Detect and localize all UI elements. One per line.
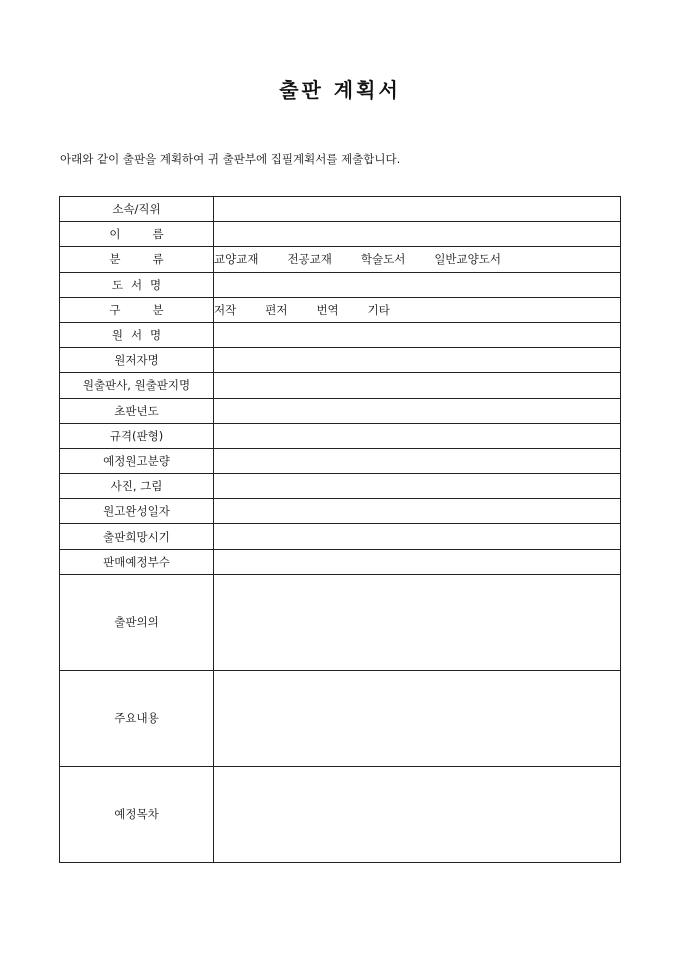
type-label-char-2: 분 bbox=[152, 302, 164, 317]
format-field[interactable] bbox=[214, 423, 621, 448]
name-label-char-1: 이 bbox=[109, 227, 121, 242]
form-row-expected-sales bbox=[60, 549, 621, 574]
type-option-authored[interactable]: 저작 bbox=[214, 302, 237, 317]
type-option-edited[interactable]: 편저 bbox=[265, 302, 288, 317]
form-row-main-content bbox=[60, 670, 621, 766]
form-row-toc bbox=[60, 766, 621, 862]
photos-label: 사진, 그림 bbox=[60, 474, 214, 499]
original-title-label-char-2: 서 bbox=[130, 328, 143, 343]
toc-label: 예정목차 bbox=[60, 766, 214, 862]
significance-label: 출판의의 bbox=[60, 574, 214, 670]
type-option-other[interactable]: 기타 bbox=[367, 302, 390, 317]
category-label-char-1: 분 bbox=[109, 252, 121, 267]
form-row-affiliation bbox=[60, 197, 621, 222]
manuscript-date-label: 원고완성일자 bbox=[60, 499, 214, 524]
first-edition-year-field[interactable] bbox=[214, 398, 621, 423]
type-field[interactable] bbox=[214, 297, 621, 322]
type-option-translated[interactable]: 번역 bbox=[316, 302, 339, 317]
original-publisher-label: 원출판사, 원출판지명 bbox=[60, 373, 214, 398]
book-title-label bbox=[60, 272, 214, 297]
format-label: 규격(판형) bbox=[60, 423, 214, 448]
form-row-first-edition-year bbox=[60, 398, 621, 423]
form-row-format bbox=[60, 423, 621, 448]
toc-field[interactable] bbox=[214, 766, 621, 862]
plan-form-table bbox=[59, 196, 621, 863]
form-row-expected-pages bbox=[60, 448, 621, 473]
form-row-photos bbox=[60, 474, 621, 499]
original-title-field[interactable] bbox=[214, 322, 621, 347]
photos-field[interactable] bbox=[214, 474, 621, 499]
expected-pages-label: 예정원고분량 bbox=[60, 448, 214, 473]
category-option-major-textbook[interactable]: 전공교재 bbox=[287, 252, 332, 267]
desired-publication-field[interactable] bbox=[214, 524, 621, 549]
form-row-original-title bbox=[60, 322, 621, 347]
name-label-char-2: 름 bbox=[152, 227, 164, 242]
category-option-liberal-textbook[interactable]: 교양교재 bbox=[214, 252, 259, 267]
category-label-char-2: 류 bbox=[152, 252, 164, 267]
manuscript-date-field[interactable] bbox=[214, 499, 621, 524]
book-title-label-char-1: 도 bbox=[111, 277, 123, 292]
book-title-label-char-3: 명 bbox=[150, 277, 162, 292]
form-row-category bbox=[60, 247, 621, 272]
type-label-char-1: 구 bbox=[109, 302, 121, 317]
form-row-name bbox=[60, 222, 621, 247]
original-publisher-field[interactable] bbox=[214, 373, 621, 398]
main-content-field[interactable] bbox=[214, 670, 621, 766]
expected-sales-label: 판매예정부수 bbox=[60, 549, 214, 574]
book-title-field[interactable] bbox=[214, 272, 621, 297]
type-label bbox=[60, 297, 214, 322]
form-row-significance bbox=[60, 574, 621, 670]
category-label bbox=[60, 247, 214, 272]
category-option-general-book[interactable]: 일반교양도서 bbox=[434, 252, 501, 267]
main-content-label: 주요내용 bbox=[60, 670, 214, 766]
original-title-label-char-1: 원 bbox=[111, 328, 123, 343]
original-author-label: 원저자명 bbox=[60, 348, 214, 373]
intro-text: 아래와 같이 출판을 계획하여 귀 출판부에 집필계획서를 제출합니다. bbox=[60, 152, 401, 166]
name-label bbox=[60, 222, 214, 247]
affiliation-field[interactable] bbox=[214, 197, 621, 222]
form-row-book-title bbox=[60, 272, 621, 297]
expected-sales-field[interactable] bbox=[214, 549, 621, 574]
expected-pages-field[interactable] bbox=[214, 448, 621, 473]
desired-publication-label: 출판희망시기 bbox=[60, 524, 214, 549]
significance-field[interactable] bbox=[214, 574, 621, 670]
form-row-original-publisher bbox=[60, 373, 621, 398]
first-edition-year-label: 초판년도 bbox=[60, 398, 214, 423]
original-title-label bbox=[60, 322, 214, 347]
original-title-label-char-3: 명 bbox=[150, 328, 162, 343]
document-title: 출판 계획서 bbox=[279, 78, 401, 102]
original-author-field[interactable] bbox=[214, 348, 621, 373]
book-title-label-char-2: 서 bbox=[130, 277, 143, 292]
form-row-original-author bbox=[60, 348, 621, 373]
affiliation-label: 소속/직위 bbox=[60, 197, 214, 222]
category-option-academic-book[interactable]: 학술도서 bbox=[360, 252, 406, 267]
name-field[interactable] bbox=[214, 222, 621, 247]
form-row-manuscript-date bbox=[60, 499, 621, 524]
form-row-desired-publication bbox=[60, 524, 621, 549]
category-field[interactable] bbox=[214, 247, 621, 272]
form-row-type bbox=[60, 297, 621, 322]
